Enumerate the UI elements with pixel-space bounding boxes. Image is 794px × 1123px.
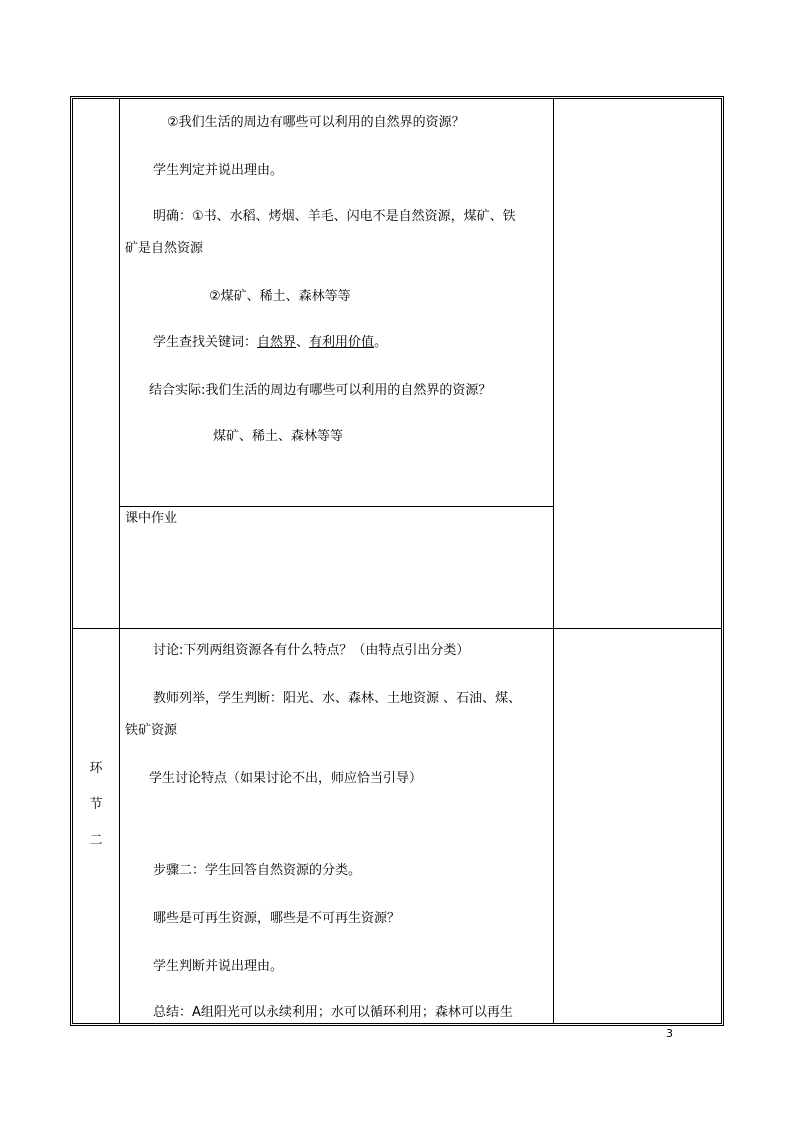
section-label-char-1: 环 [89,761,103,776]
homework-label: 课中作业 [125,511,178,526]
summary-line: 总结：A组阳光可以永续利用；水可以循环利用；森林可以再生 [153,1005,513,1020]
step-two-line: 步骤二：学生回答自然资源的分类。 [153,863,362,878]
column-divider-left [119,99,120,1023]
student-reason-line: 学生判断并说出理由。 [153,959,284,974]
practice-line: 结合实际:我们生活的周边有哪些可以利用的自然界的资源？ [149,383,492,398]
teacher-list-line: 教师列举，学生判断：阳光、水、森林、土地资源 、石油、煤、 [153,691,522,706]
question-line: ②我们生活的周边有哪些可以利用的自然界的资源？ [167,115,465,130]
lesson-table [70,96,724,1026]
column-divider-right [553,99,554,1023]
teacher-list-line-cont: 铁矿资源 [125,723,178,738]
clarify-line: 明确：①书、水稻、烤烟、羊毛、闪电不是自然资源，煤矿、铁 [153,209,516,224]
homework-divider [119,506,553,507]
keyword-2: 有利用价值 [309,335,375,350]
student-discuss-line: 学生讨论特点（如果讨论不出，师应恰当引导） [149,771,423,786]
page-number: 3 [666,1027,673,1040]
clarify-line-cont: 矿是自然资源 [125,241,204,256]
keyword-1: 自然界 [257,335,297,350]
example-line: ②煤矿、稀土、森林等等 [209,289,351,304]
keyword-prefix: 学生查找关键词： [153,335,258,350]
student-judge-line: 学生判定并说出理由。 [153,163,284,178]
practice-answer-line: 煤矿、稀土、森林等等 [213,429,344,444]
section-label-char-3: 二 [89,833,103,848]
section-divider [73,628,721,629]
keyword-line [153,335,387,351]
section-label-char-2: 节 [89,797,103,812]
keyword-end: 。 [374,335,388,350]
question-renewable-line: 哪些是可再生资源，哪些是不可再生资源？ [153,911,401,926]
discussion-line: 讨论:下列两组资源各有什么特点？（由特点引出分类） [153,643,470,658]
keyword-separator: 、 [296,335,310,350]
